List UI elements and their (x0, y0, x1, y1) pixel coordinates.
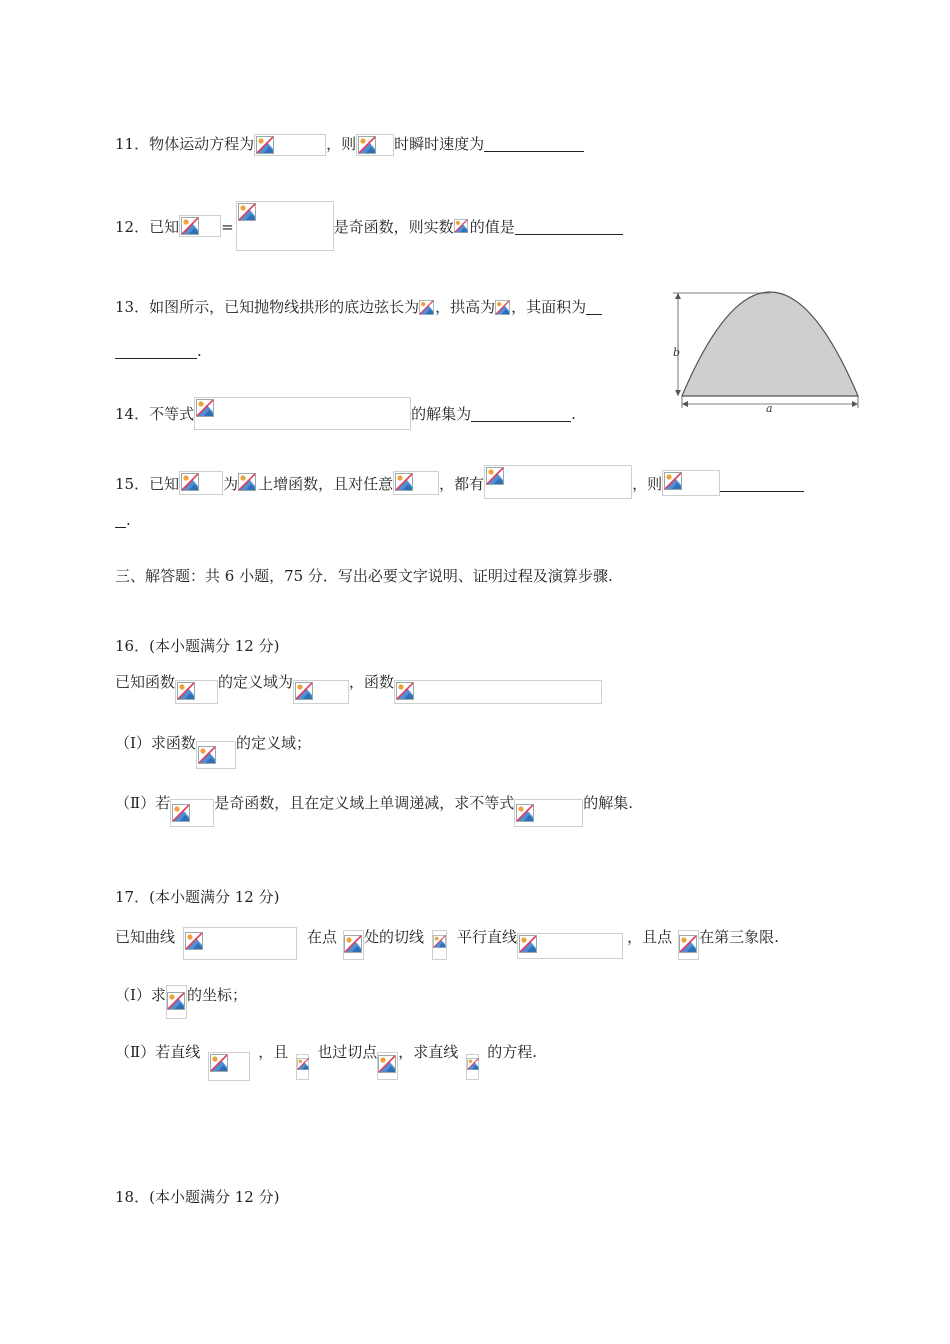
formula-image-icon (254, 134, 326, 156)
q17-p2-a: （Ⅱ）若直线 (115, 1043, 201, 1061)
formula-image-icon (377, 1052, 398, 1080)
question-14 (115, 397, 576, 430)
formula-image-icon (236, 201, 334, 251)
q13-text-b: ，拱高为 (435, 298, 496, 316)
formula-image-icon (517, 933, 623, 959)
q16-text-a: 已知函数 (115, 673, 176, 691)
q17-title: 17．(本小题满分 12 分) (115, 888, 280, 906)
answer-blank (115, 510, 126, 528)
question-17-part2 (115, 1042, 537, 1081)
q13-text-d: . (197, 342, 202, 360)
q13-text-c: ，其面积为 (511, 298, 587, 316)
q11-text-a: 11．物体运动方程为 (115, 135, 255, 153)
question-15 (115, 465, 804, 499)
formula-image-icon (343, 930, 364, 960)
answer-blank (471, 404, 571, 422)
formula-image-icon (419, 300, 435, 318)
formula-image-icon (484, 465, 632, 499)
q12-text-c: 的值是 (469, 218, 515, 236)
formula-image-icon (356, 134, 394, 156)
q17-text-d: 平行直线 (457, 928, 518, 946)
q15-text-c: 上增函数，且对任意 (258, 475, 394, 493)
answer-blank (586, 297, 602, 315)
answer-blank (515, 217, 623, 235)
question-17-title (115, 887, 279, 907)
formula-image-icon (678, 930, 699, 960)
question-18-title (115, 1187, 279, 1207)
formula-image-icon (208, 1052, 250, 1081)
question-17-part1 (115, 985, 247, 1019)
question-13-cont (115, 341, 202, 361)
formula-image-icon (179, 471, 223, 495)
section-3-heading: 三、解答题：共 6 小题，75 分．写出必要文字说明、证明过程及演算步骤. (115, 567, 613, 585)
q17-text-f: 在第三象限. (699, 928, 779, 946)
q12-eq: = (221, 218, 234, 236)
q16-text-b: 的定义域为 (218, 673, 294, 691)
formula-image-icon (194, 397, 411, 430)
q17-text-a: 已知曲线 (115, 928, 176, 946)
q13-text-a: 13．如图所示，已知抛物线拱形的底边弦长为 (115, 298, 420, 316)
q17-text-c: 处的切线 (364, 928, 425, 946)
formula-image-icon (662, 470, 720, 496)
q16-p2-a: （Ⅱ）若 (115, 794, 171, 812)
q17-p2-e: 的方程. (487, 1043, 538, 1061)
q17-p2-c: 也过切点 (317, 1043, 378, 1061)
formula-image-icon (183, 927, 297, 960)
formula-image-icon (495, 300, 511, 318)
q17-p2-d: ，求直线 (398, 1043, 459, 1061)
q17-p1-a: （Ⅰ）求 (115, 986, 166, 1004)
formula-image-icon (166, 985, 187, 1019)
question-13 (115, 297, 602, 318)
q15-text-e: ，则 (632, 475, 663, 493)
section-heading (115, 566, 613, 586)
q11-text-c: 时瞬时速度为 (394, 135, 485, 153)
q15-text-b: 为 (223, 475, 239, 493)
q15-text-f: . (126, 511, 131, 529)
q11-text-b: ，则 (326, 135, 357, 153)
parabola-arch-figure (668, 288, 868, 416)
formula-image-icon (514, 799, 583, 827)
formula-image-icon (466, 1054, 479, 1080)
question-16-body (115, 672, 602, 704)
q16-p2-b: 是奇函数，且在定义域上单调递减，求不等式 (214, 794, 515, 812)
q16-p1-b: 的定义域； (235, 734, 311, 752)
answer-blank (115, 341, 197, 359)
q16-text-c: ，函数 (349, 673, 395, 691)
question-12 (115, 201, 623, 251)
formula-image-icon (394, 680, 602, 704)
formula-image-icon (175, 680, 218, 704)
question-16-part2 (115, 793, 633, 827)
answer-blank (720, 474, 804, 492)
formula-image-icon (393, 471, 439, 495)
question-16-title (115, 636, 279, 656)
question-16-part1 (115, 733, 311, 769)
formula-image-icon (293, 680, 349, 704)
q15-text-a: 15．已知 (115, 475, 180, 493)
formula-image-icon (432, 930, 447, 960)
figure-label-a: a (766, 402, 773, 415)
q14-text-c: . (571, 405, 576, 423)
formula-image-icon (179, 215, 221, 237)
figure-label-b: b (673, 346, 681, 359)
formula-image-icon (170, 799, 214, 827)
q16-title: 16．(本小题满分 12 分) (115, 637, 280, 655)
question-15-cont (115, 510, 131, 530)
q18-title: 18．(本小题满分 12 分) (115, 1188, 280, 1206)
q12-text-a: 12．已知 (115, 218, 180, 236)
q15-text-d: ，都有 (439, 475, 485, 493)
formula-image-icon (196, 741, 236, 769)
formula-image-icon (238, 472, 258, 494)
q14-text-a: 14．不等式 (115, 405, 195, 423)
answer-blank (484, 134, 584, 152)
formula-image-icon (296, 1054, 309, 1080)
question-17-body (115, 927, 779, 960)
question-11 (115, 134, 584, 156)
q17-p2-b: ，且 (258, 1043, 289, 1061)
q16-p1-a: （Ⅰ）求函数 (115, 734, 196, 752)
q17-p1-b: 的坐标； (186, 986, 247, 1004)
q17-text-b: 在点 (307, 928, 338, 946)
q17-text-e: ，且点 (627, 928, 673, 946)
formula-image-icon (454, 219, 470, 235)
q12-text-b: 是奇函数，则实数 (333, 218, 454, 236)
q14-text-b: 的解集为 (411, 405, 472, 423)
q16-p2-c: 的解集. (583, 794, 633, 812)
